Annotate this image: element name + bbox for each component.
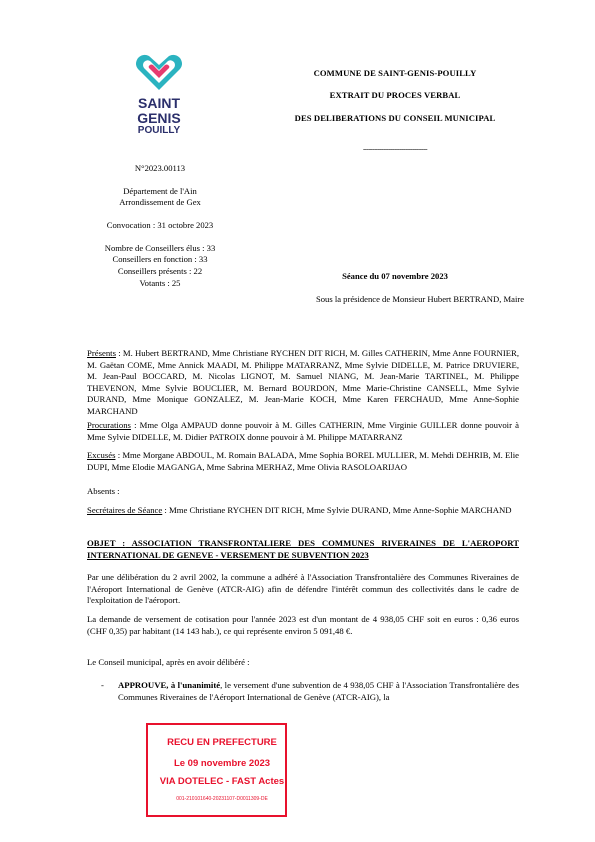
- procurations-paragraph: [87, 420, 519, 443]
- procurations-label: Procurations: [87, 420, 131, 430]
- conseillers-presents: Conseillers présents : 22: [117, 266, 203, 276]
- presents-label: Présents: [87, 348, 116, 358]
- heart-logo-icon: [134, 52, 184, 92]
- logo-text-genis: GENIS: [137, 110, 181, 126]
- votants: Votants : 25: [139, 278, 181, 288]
- stamp-line-id: 001-210101640-20231107-D0011309-DE: [176, 796, 268, 802]
- convocation-date: Convocation : 31 octobre 2023: [106, 220, 214, 230]
- commune-logo: [128, 52, 190, 144]
- conseillers-elus: Nombre de Conseillers élus : 33: [104, 243, 216, 253]
- objet-text: ASSOCIATION TRANSFRONTALIERE DES COMMUNES RIVERAINES DE L'AEROPORT INTERNATIONAL DE GENEVE - VERSEMENT DE SUBVENTION 2023: [87, 538, 519, 560]
- excuses-text: : Mme Morgane ABDOUL, M. Romain BALADA, Mme Sophia BOREL MULLIER, M. Mehdi DEHRIB, M. Elie DUPI, Mme Elodie MAGANGA, Mme Sabrina MERHAZ, Mme Olivia RASOLOARIJAO: [87, 450, 519, 472]
- header-commune: COMMUNE DE SAINT-GENIS-POUILLY: [313, 68, 477, 78]
- reference-number: N°2023.00113: [134, 163, 186, 173]
- excuses-label: Excusés: [87, 450, 116, 460]
- header-extrait: EXTRAIT DU PROCES VERBAL: [329, 90, 461, 100]
- stamp-line-date: Le 09 novembre 2023: [173, 758, 271, 769]
- decision-text: , le versement d'une subvention de 4 938,05 CHF à l'Association Transfrontalière des Communes Riveraines de l'Aéroport International de Genève (ATCR-AIG), la: [118, 680, 519, 702]
- header-deliberations: DES DELIBERATIONS DU CONSEIL MUNICIPAL: [294, 113, 496, 123]
- header-separator: -----------------------------------: [362, 145, 428, 153]
- stamp-line-recu: RECU EN PREFECTURE: [167, 737, 277, 748]
- secretaires-text: : Mme Christiane RYCHEN DIT RICH, Mme Sylvie DURAND, Mme Anne-Sophie MARCHAND: [162, 505, 512, 515]
- logo-text-pouilly: POUILLY: [137, 125, 181, 136]
- paragraph-cotisation: La demande de versement de cotisation pour l'année 2023 est d'un montant de 4 938,05 CHF soit en euros : 0,36 euros (CHF 0,35) par habitant (14 143 hab.), ce qui représente environ 5 091,48 €.: [87, 614, 519, 636]
- presents-text: : M. Hubert BERTRAND, Mme Christiane RYCHEN DIT RICH, M. Gilles CATHERIN, Mme Anne FOURNIER, M. Gaëtan COME, Mme Annick MAADI, M. Philippe MATARRANZ, Mme Sylvie DIDELLE, M. Patrice DRUVIERE, M. Jean-Paul BOCCARD, M. Nicolas LIGNOT, M. Samuel NIANG, M. Jean-Marie TARTINEL, M. Philippe THEVENON, Mme Sylvie BOUCLIER, M. Bernard BOURDON, Mme Marie-Christine CANSELL, Mme Sylvie DURAND, Mme Monique GONZALEZ, M. Jean-Marie KOCH, Mme Karen FERCHAUD, Mme Anne-Sophie MARCHAND: [87, 348, 519, 416]
- seance-date: Séance du 07 novembre 2023: [342, 271, 448, 281]
- excuses-paragraph: [87, 450, 519, 473]
- conseillers-fonction: Conseillers en fonction : 33: [112, 254, 208, 264]
- objet-label: OBJET :: [87, 538, 126, 548]
- paragraph-deliberation: Par une délibération du 2 avril 2002, la commune a adhéré à l'Association Transfrontalière des Communes Riveraines de l'Aéroport International de Genève (ATCR-AIG) afin de défendre l'intérêt commun des collectivités dans le cadre de l'exploitation de l'aéroport.: [87, 572, 519, 605]
- arrondissement: Arrondissement de Gex: [119, 197, 201, 207]
- secretaires-label: Secrétaires de Séance: [87, 505, 163, 515]
- presents-paragraph: [87, 348, 519, 417]
- procurations-text: : Mme Olga AMPAUD donne pouvoir à M. Gilles CATHERIN, Mme Virginie GUILLER donne pouvoir à Mme Sylvie DIDELLE, M. Didier PATROIX donne pouvoir à M. Philippe MATARRANZ: [87, 420, 519, 442]
- decision-bold: APPROUVE, à l'unanimité: [118, 680, 221, 690]
- absents-line: Absents :: [87, 486, 120, 496]
- presidence: Sous la présidence de Monsieur Hubert BERTRAND, Maire: [315, 294, 525, 304]
- stamp-line-via: VIA DOTELEC - FAST Actes: [159, 776, 285, 787]
- objet-paragraph: [87, 538, 519, 561]
- prefecture-stamp: [146, 723, 287, 817]
- paragraph-conseil: Le Conseil municipal, après en avoir délibéré :: [87, 657, 250, 667]
- logo-text-saint: SAINT: [138, 95, 180, 111]
- department: Département de l'Ain: [123, 186, 197, 196]
- decision-paragraph: [118, 680, 519, 703]
- secretaires-paragraph: [87, 505, 519, 517]
- decision-bullet: -: [101, 680, 104, 690]
